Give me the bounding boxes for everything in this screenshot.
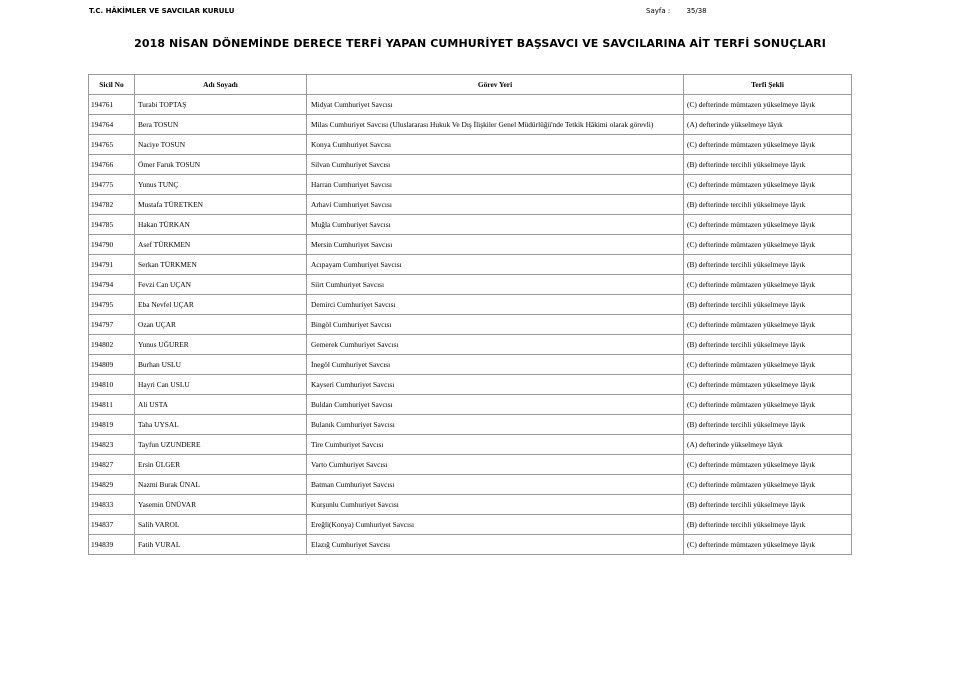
- sicil-cell: 194791: [89, 255, 135, 275]
- sicil-cell: 194829: [89, 475, 135, 495]
- promotion-cell: (A) defterinde yükselmeye lâyık: [684, 435, 852, 455]
- sicil-cell: 194764: [89, 115, 135, 135]
- promotion-cell: (B) defterinde tercihli yükselmeye lâyık: [684, 335, 852, 355]
- page-title: 2018 NİSAN DÖNEMİNDE DERECE TERFİ YAPAN CUMHURİYET BAŞSAVCI VE SAVCILARINA AİT TERFİ SONUÇLARI: [134, 37, 826, 50]
- table-row: [89, 355, 852, 375]
- promotion-cell: (C) defterinde mümtazen yükselmeye lâyık: [684, 475, 852, 495]
- position-cell: Acıpayam Cumhuriyet Savcısı: [307, 255, 684, 275]
- promotion-cell: (C) defterinde mümtazen yükselmeye lâyık: [684, 235, 852, 255]
- promotion-cell: (C) defterinde mümtazen yükselmeye lâyık: [684, 95, 852, 115]
- sicil-cell: 194765: [89, 135, 135, 155]
- table-row: [89, 215, 852, 235]
- column-header-position: Görev Yeri: [307, 75, 684, 95]
- sicil-cell: 194827: [89, 455, 135, 475]
- table-row: [89, 335, 852, 355]
- table-row: [89, 455, 852, 475]
- position-cell: Gemerek Cumhuriyet Savcısı: [307, 335, 684, 355]
- position-cell: Ereğli(Konya) Cumhuriyet Savcısı: [307, 515, 684, 535]
- sicil-cell: 194823: [89, 435, 135, 455]
- sicil-cell: 194819: [89, 415, 135, 435]
- name-cell: Asef TÜRKMEN: [135, 235, 307, 255]
- name-cell: Yunus UĞURER: [135, 335, 307, 355]
- name-cell: Mustafa TÜRETKEN: [135, 195, 307, 215]
- name-cell: Hayri Can USLU: [135, 375, 307, 395]
- name-cell: Yunus TUNÇ: [135, 175, 307, 195]
- sicil-cell: 194795: [89, 295, 135, 315]
- table-row: [89, 235, 852, 255]
- table-row: [89, 495, 852, 515]
- position-cell: Harran Cumhuriyet Savcısı: [307, 175, 684, 195]
- table-header-row: [89, 75, 852, 95]
- position-cell: Tire Cumhuriyet Savcısı: [307, 435, 684, 455]
- sicil-cell: 194809: [89, 355, 135, 375]
- position-cell: Buldan Cumhuriyet Savcısı: [307, 395, 684, 415]
- name-cell: Fevzi Can UÇAN: [135, 275, 307, 295]
- position-cell: Bingöl Cumhuriyet Savcısı: [307, 315, 684, 335]
- sicil-cell: 194761: [89, 95, 135, 115]
- table-row: [89, 115, 852, 135]
- column-header-promotion: Terfi Şekli: [684, 75, 852, 95]
- sicil-cell: 194794: [89, 275, 135, 295]
- name-cell: Nazmi Burak ÜNAL: [135, 475, 307, 495]
- name-cell: Ali USTA: [135, 395, 307, 415]
- name-cell: Ömer Faruk TOSUN: [135, 155, 307, 175]
- name-cell: Tayfun UZUNDERE: [135, 435, 307, 455]
- name-cell: Burhan USLU: [135, 355, 307, 375]
- table-row: [89, 475, 852, 495]
- promotion-cell: (B) defterinde tercihli yükselmeye lâyık: [684, 495, 852, 515]
- table-row: [89, 415, 852, 435]
- table-row: [89, 515, 852, 535]
- promotion-cell: (B) defterinde tercihli yükselmeye lâyık: [684, 155, 852, 175]
- position-cell: Midyat Cumhuriyet Savcısı: [307, 95, 684, 115]
- name-cell: Eba Nevfel UÇAR: [135, 295, 307, 315]
- name-cell: Serkan TÜRKMEN: [135, 255, 307, 275]
- position-cell: Siirt Cumhuriyet Savcısı: [307, 275, 684, 295]
- name-cell: Bera TOSUN: [135, 115, 307, 135]
- name-cell: Taha UYSAL: [135, 415, 307, 435]
- sicil-cell: 194839: [89, 535, 135, 555]
- table-row: [89, 535, 852, 555]
- results-table: [88, 74, 852, 555]
- sicil-cell: 194782: [89, 195, 135, 215]
- sicil-cell: 194775: [89, 175, 135, 195]
- column-header-sicil: Sicil No: [89, 75, 135, 95]
- name-cell: Yasemin ÜNÜVAR: [135, 495, 307, 515]
- sicil-cell: 194785: [89, 215, 135, 235]
- position-cell: İnegöl Cumhuriyet Savcısı: [307, 355, 684, 375]
- promotion-cell: (C) defterinde mümtazen yükselmeye lâyık: [684, 355, 852, 375]
- table-row: [89, 275, 852, 295]
- position-cell: Konya Cumhuriyet Savcısı: [307, 135, 684, 155]
- promotion-cell: (B) defterinde tercihli yükselmeye lâyık: [684, 515, 852, 535]
- sicil-cell: 194810: [89, 375, 135, 395]
- org-name: T.C. HÂKİMLER VE SAVCILAR KURULU: [89, 7, 235, 15]
- name-cell: Hakan TÜRKAN: [135, 215, 307, 235]
- promotion-cell: (C) defterinde mümtazen yükselmeye lâyık: [684, 395, 852, 415]
- promotion-cell: (C) defterinde mümtazen yükselmeye lâyık: [684, 215, 852, 235]
- promotion-cell: (C) defterinde mümtazen yükselmeye lâyık: [684, 175, 852, 195]
- table-row: [89, 95, 852, 115]
- table-row: [89, 135, 852, 155]
- position-cell: Mersin Cumhuriyet Savcısı: [307, 235, 684, 255]
- sicil-cell: 194811: [89, 395, 135, 415]
- position-cell: Kurşunlu Cumhuriyet Savcısı: [307, 495, 684, 515]
- name-cell: Ersin ÜLGER: [135, 455, 307, 475]
- promotion-cell: (B) defterinde tercihli yükselmeye lâyık: [684, 295, 852, 315]
- position-cell: Arhavi Cumhuriyet Savcısı: [307, 195, 684, 215]
- table-row: [89, 155, 852, 175]
- promotion-cell: (C) defterinde mümtazen yükselmeye lâyık: [684, 455, 852, 475]
- table-row: [89, 395, 852, 415]
- table-row: [89, 435, 852, 455]
- promotion-cell: (C) defterinde mümtazen yükselmeye lâyık: [684, 275, 852, 295]
- page-label: Sayfa :: [646, 7, 671, 15]
- position-cell: Varto Cumhuriyet Savcısı: [307, 455, 684, 475]
- name-cell: Turabi TOPTAŞ: [135, 95, 307, 115]
- promotion-cell: (C) defterinde mümtazen yükselmeye lâyık: [684, 315, 852, 335]
- page-indicator: [646, 7, 707, 15]
- table-row: [89, 175, 852, 195]
- position-cell: Kayseri Cumhuriyet Savcısı: [307, 375, 684, 395]
- sicil-cell: 194766: [89, 155, 135, 175]
- promotion-cell: (C) defterinde mümtazen yükselmeye lâyık: [684, 535, 852, 555]
- promotion-cell: (C) defterinde mümtazen yükselmeye lâyık: [684, 375, 852, 395]
- promotion-cell: (B) defterinde tercihli yükselmeye lâyık: [684, 195, 852, 215]
- position-cell: Silvan Cumhuriyet Savcısı: [307, 155, 684, 175]
- promotion-cell: (B) defterinde tercihli yükselmeye lâyık: [684, 415, 852, 435]
- table-row: [89, 295, 852, 315]
- table-row: [89, 255, 852, 275]
- sicil-cell: 194802: [89, 335, 135, 355]
- sicil-cell: 194833: [89, 495, 135, 515]
- sicil-cell: 194797: [89, 315, 135, 335]
- table-body: [89, 95, 852, 555]
- position-cell: Milas Cumhuriyet Savcısı (Uluslararası Hukuk Ve Dış İlişkiler Genel Müdürlüğü'nde Tetkik Hâkimi olarak görevli): [307, 115, 684, 135]
- sicil-cell: 194790: [89, 235, 135, 255]
- name-cell: Salih VAROL: [135, 515, 307, 535]
- page-number: 35/38: [686, 7, 707, 15]
- name-cell: Naciye TOSUN: [135, 135, 307, 155]
- table-row: [89, 195, 852, 215]
- promotion-cell: (C) defterinde mümtazen yükselmeye lâyık: [684, 135, 852, 155]
- column-header-name: Adı Soyadı: [135, 75, 307, 95]
- position-cell: Bulanık Cumhuriyet Savcısı: [307, 415, 684, 435]
- promotion-cell: (B) defterinde tercihli yükselmeye lâyık: [684, 255, 852, 275]
- position-cell: Elazığ Cumhuriyet Savcısı: [307, 535, 684, 555]
- table-row: [89, 315, 852, 335]
- promotion-cell: (A) defterinde yükselmeye lâyık: [684, 115, 852, 135]
- name-cell: Fatih VURAL: [135, 535, 307, 555]
- table-row: [89, 375, 852, 395]
- position-cell: Demirci Cumhuriyet Savcısı: [307, 295, 684, 315]
- sicil-cell: 194837: [89, 515, 135, 535]
- name-cell: Ozan UÇAR: [135, 315, 307, 335]
- position-cell: Muğla Cumhuriyet Savcısı: [307, 215, 684, 235]
- position-cell: Batman Cumhuriyet Savcısı: [307, 475, 684, 495]
